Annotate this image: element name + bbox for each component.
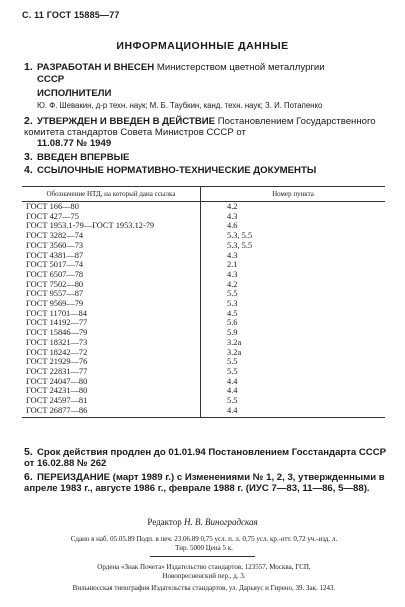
imprint-line-5: Вильнюсская типография Издательства стандартов, ул. Дарьяус и Гирено, 39. Зак. 1243.	[72, 584, 336, 592]
editor-name: Н. В. Виноградская	[183, 517, 258, 527]
table-row	[22, 309, 385, 319]
clause-cell: 4.3	[227, 269, 238, 279]
clause-cell: 4.4	[201, 406, 386, 418]
section-title: ИНФОРМАЦИОННЫЕ ДАННЫЕ	[116, 40, 289, 52]
document-cell: ГОСТ 166—80	[22, 202, 201, 212]
table-header-row	[22, 187, 385, 202]
item-number: 3.	[24, 151, 33, 163]
item-number: 4.	[24, 164, 33, 176]
table-row	[22, 318, 385, 328]
item-reference-docs	[24, 165, 394, 176]
clause-cell: 3.2a	[227, 347, 242, 357]
table-row	[22, 212, 385, 222]
document-cell: ГОСТ 3282—74	[22, 231, 201, 241]
clause-cell: 5.3	[227, 299, 238, 309]
document-cell: ГОСТ 15846—79	[22, 328, 201, 338]
item-heading: ВВЕДЕН ВПЕРВЫЕ	[37, 152, 130, 163]
document-cell: ГОСТ 427—75	[22, 212, 201, 222]
document-cell: ГОСТ 11701—84	[22, 309, 201, 319]
document-cell: ГОСТ 22831—77	[22, 367, 201, 377]
item-developed-continued: СССР	[37, 74, 65, 85]
document-cell: ГОСТ 9557—87	[22, 289, 201, 299]
table-row	[22, 231, 385, 241]
item-heading: Срок действия продлен до 01.01.94 Постановлением Госстандарта СССР от 16.02.88 № 262	[24, 447, 387, 469]
table-row	[22, 202, 385, 212]
table-row	[22, 289, 385, 299]
document-cell: ГОСТ 24231—80	[22, 386, 201, 396]
clause-cell: 2.1	[227, 260, 238, 270]
table-row	[22, 338, 385, 348]
item-heading: УТВЕРЖДЕН И ВВЕДЕН В ДЕЙСТВИЕ	[37, 116, 216, 127]
item-validity-extended	[24, 447, 394, 469]
clause-cell: 4.6	[227, 221, 238, 231]
clause-cell: 5.3, 5.5	[227, 240, 253, 250]
document-cell: ГОСТ 18242—72	[22, 348, 201, 358]
document-cell: ГОСТ 14192—77	[22, 318, 201, 328]
column-header-clause: Номер пункта	[201, 187, 386, 202]
clause-cell: 4.4	[227, 386, 238, 396]
clause-cell: 5.5	[227, 366, 238, 376]
clause-cell: 4.5	[227, 308, 238, 318]
clause-cell: 5.6	[227, 318, 238, 328]
item-number: 5.	[24, 446, 33, 458]
table-row	[22, 270, 385, 280]
item-approved	[24, 116, 394, 149]
document-cell: ГОСТ 9569—79	[22, 299, 201, 309]
table-row	[22, 367, 385, 377]
clause-cell: 5.5	[227, 289, 238, 299]
table-body	[22, 202, 385, 418]
clause-cell: 5.5	[227, 357, 238, 367]
editor-line	[0, 517, 405, 527]
table-row	[22, 221, 385, 231]
item-number: 2.	[24, 115, 33, 127]
clause-cell: 5.5	[227, 396, 238, 406]
table-row	[22, 396, 385, 406]
item-first-introduced	[24, 152, 394, 163]
document-cell: ГОСТ 5017—74	[22, 260, 201, 270]
table-row	[22, 357, 385, 367]
imprint-line-2: Тир. 5000 Цена 5 к.	[175, 544, 233, 552]
item-text: Постановлением Государственного комитета стандартов Совета Министров СССР от	[24, 116, 376, 138]
table-row	[22, 328, 385, 338]
clause-cell: 5.3, 5.5	[227, 231, 253, 241]
table-row	[22, 241, 385, 251]
table-row	[22, 280, 385, 290]
imprint-line-3: Ордена «Знак Почета» Издательство стандартов, 123557, Москва, ГСП,	[97, 563, 311, 571]
document-cell: ГОСТ 24047—80	[22, 377, 201, 387]
table-row	[22, 377, 385, 387]
document-cell: ГОСТ 1953.1-79—ГОСТ 1953.12-79	[22, 221, 201, 231]
table-row	[22, 251, 385, 261]
authors-list: Ю. Ф. Шевакин, д-р техн. наук; М. Б. Таубкин, канд. техн. наук; З. И. Потапенко	[37, 101, 323, 110]
imprint-line-4: Новопресненский пер., д. 3.	[162, 572, 246, 580]
document-cell: ГОСТ 6507—78	[22, 270, 201, 280]
column-header-document: Обозначение НТД, на который дана ссылка	[22, 187, 201, 202]
clause-cell: 4.3	[227, 250, 238, 260]
document-cell: ГОСТ 21929—76	[22, 357, 201, 367]
item-number: 6.	[24, 471, 33, 483]
editor-label: Редактор	[147, 517, 182, 527]
item-heading: РАЗРАБОТАН И ВНЕСЕН	[37, 62, 155, 73]
document-cell: ГОСТ 3560—73	[22, 241, 201, 251]
clause-cell: 4.3	[227, 211, 238, 221]
item-text: Министерством цветной металлургии	[154, 62, 325, 73]
item-heading: ССЫЛОЧНЫЕ НОРМАТИВНО-ТЕХНИЧЕСКИЕ ДОКУМЕНТЫ	[37, 165, 317, 176]
table-row	[22, 299, 385, 309]
divider	[150, 556, 255, 557]
table-row	[22, 386, 385, 396]
table-row	[22, 406, 385, 418]
item-approved-date: 11.08.77 № 1949	[37, 138, 112, 149]
table-row	[22, 348, 385, 358]
document-cell: ГОСТ 4381—87	[22, 251, 201, 261]
item-number: 1.	[24, 61, 33, 73]
item-text: (март 1989 г.) с Изменениями № 1, 2, 3, утвержденными в апреле 1983 г., августе 1986 г., феврале 1988 г. (ИУС 7—83, 11—86, 5—88).	[24, 472, 385, 494]
clause-cell: 5.9	[227, 328, 238, 338]
document-cell: ГОСТ 24597—81	[22, 396, 201, 406]
imprint-line-1: Сдано в наб. 05.05.89 Подп. в печ. 23.06.89 0,75 усл. п. л. 0,75 усл. кр.-отт. 0,72 уч.-изд. л.	[70, 535, 338, 543]
clause-cell: 4.2	[227, 202, 238, 211]
document-cell: ГОСТ 7502—80	[22, 280, 201, 290]
clause-cell: 4.2	[227, 279, 238, 289]
table-row	[22, 260, 385, 270]
reference-table	[22, 186, 385, 418]
performers-label: ИСПОЛНИТЕЛИ	[37, 88, 112, 99]
clause-cell: 4.4	[227, 376, 238, 386]
item-reissue	[24, 472, 394, 494]
item-developed	[24, 62, 394, 73]
page-header: С. 11 ГОСТ 15885—77	[22, 10, 120, 20]
clause-cell: 3.2a	[227, 337, 242, 347]
document-cell: ГОСТ 18321—73	[22, 338, 201, 348]
document-cell: ГОСТ 26877—86	[22, 406, 201, 418]
item-heading: ПЕРЕИЗДАНИЕ	[37, 472, 110, 483]
